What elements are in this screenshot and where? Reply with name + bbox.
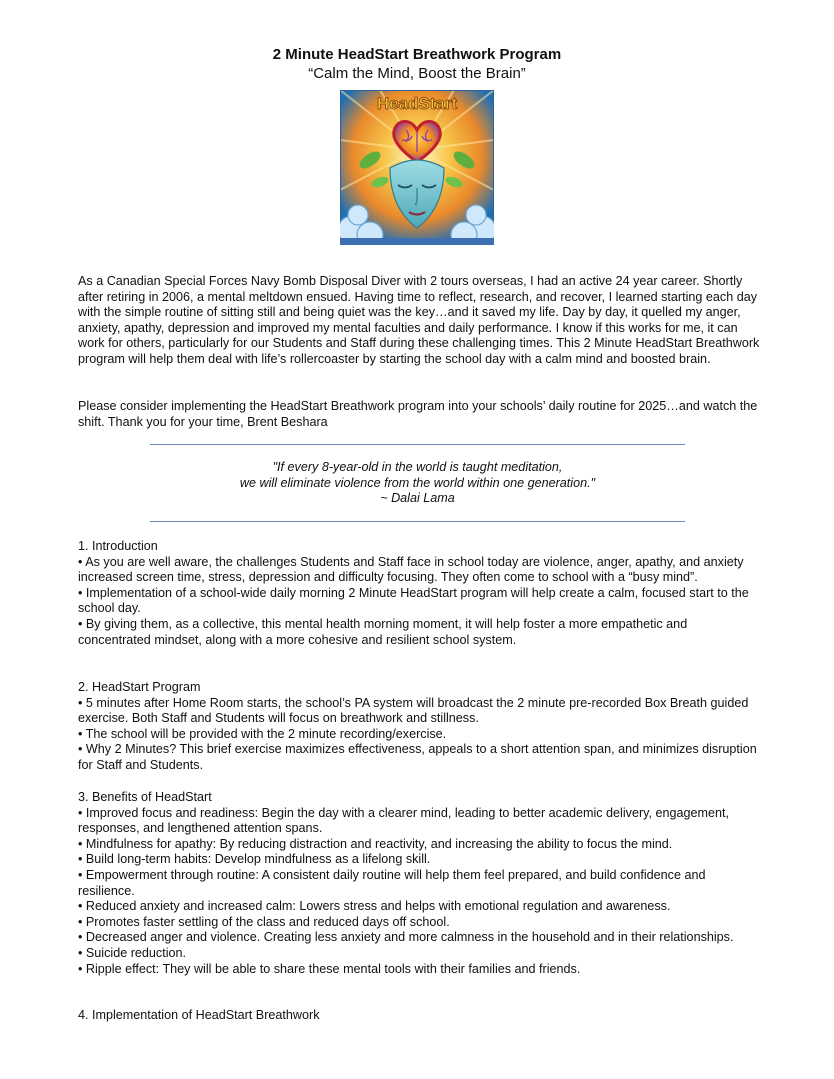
headstart-logo	[340, 90, 494, 245]
list-item: • Mindfulness for apathy: By reducing distraction and reactivity, and increasing the ability to focus the mind.	[78, 836, 673, 851]
quote-attribution: ~ Dalai Lama	[380, 491, 455, 506]
divider-bottom	[150, 521, 685, 522]
document-subtitle: “Calm the Mind, Boost the Brain”	[308, 65, 526, 82]
quote-line-1: "If every 8-year-old in the world is taught meditation,	[272, 460, 563, 474]
closing-paragraph: Please consider implementing the HeadStart Breathwork program into your schools’ daily routine for 2025…and watch the shift. Thank you for your time, Brent Beshara	[78, 399, 758, 429]
list-item: • As you are well aware, the challenges Students and Staff face in school today are violence, anger, apathy, and anxiety increased screen time, stress, depression and difficulty focusing. They often come to school with a “busy mind”.	[78, 554, 744, 585]
section-implementation	[78, 1008, 762, 1024]
list-item: • 5 minutes after Home Room starts, the school’s PA system will broadcast the 2 minute pre-recorded Box Breath guided exercise. Both Staff and Students will focus on breathwork and stillness.	[78, 695, 749, 726]
list-item: • Reduced anxiety and increased calm: Lowers stress and helps with emotional regulation and awareness.	[78, 899, 671, 914]
list-item: • Why 2 Minutes? This brief exercise maximizes effectiveness, appeals to a short attention span, and minimizes disruption for Staff and Students.	[78, 742, 757, 772]
list-item: • Improved focus and readiness: Begin the day with a clearer mind, leading to better academic delivery, engagement, responses, and lengthened attention spans.	[78, 805, 730, 836]
list-item: • Promotes faster settling of the class and reduced days off school.	[78, 914, 450, 929]
section-benefits	[78, 790, 762, 977]
list-item: • By giving them, as a collective, this mental health morning moment, it will help foster a more empathetic and concentrated mindset, along with a more cohesive and resilient school system.	[78, 616, 688, 647]
section-introduction	[78, 539, 762, 648]
section-heading: 3. Benefits of HeadStart	[78, 790, 212, 804]
list-item: • Ripple effect: They will be able to share these mental tools with their families and friends.	[78, 961, 581, 976]
list-item: • Implementation of a school-wide daily morning 2 Minute HeadStart program will help create a calm, focused start to the school day.	[78, 585, 749, 616]
section-heading: 2. HeadStart Program	[78, 680, 201, 694]
logo-text: HeadStart	[376, 94, 458, 113]
section-heading: 4. Implementation of HeadStart Breathwork	[78, 1008, 320, 1022]
section-program	[78, 680, 762, 774]
list-item: • Suicide reduction.	[78, 945, 187, 960]
list-item: • Build long-term habits: Develop mindfulness as a lifelong skill.	[78, 852, 431, 867]
section-heading: 1. Introduction	[78, 539, 158, 553]
list-item: • Decreased anger and violence. Creating less anxiety and more calmness in the household and in their relationships.	[78, 930, 734, 945]
divider-top	[150, 444, 685, 445]
quote-block	[150, 460, 685, 507]
list-item: • Empowerment through routine: A consistent daily routine will help them feel prepared, and build confidence and resilience.	[78, 867, 706, 898]
list-item: • The school will be provided with the 2 minute recording/exercise.	[78, 726, 447, 741]
quote-line-2: we will eliminate violence from the world within one generation."	[239, 475, 596, 490]
intro-paragraph: As a Canadian Special Forces Navy Bomb Disposal Diver with 2 tours overseas, I had an active 24 year career. Shortly after retiring in 2006, a mental meltdown ensued. Having time to reflect, research, and recover, I learned starting each day with the simple routine of sitting still and being quiet was the key…and it saved my life. Day by day, it quelled my anger, anxiety, apathy, depression and improved my mental faculties and daily performance. I know if this works for me, it can work for others, particularly for our Students and Staff during these challenging times. This 2 Minute HeadStart Breathwork program will help them deal with life’s rollercoaster by starting the school day with a calm mind and boosted brain.	[78, 274, 760, 366]
document-title: 2 Minute HeadStart Breathwork Program	[272, 46, 562, 63]
